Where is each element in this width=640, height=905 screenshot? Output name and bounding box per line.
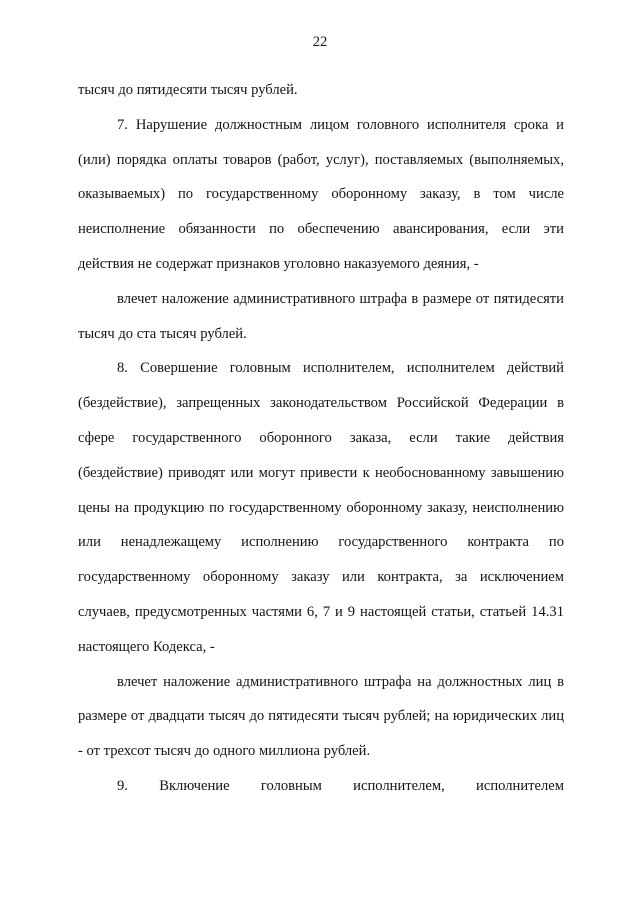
page-number: 22	[312, 34, 328, 50]
document-body	[78, 73, 564, 804]
paragraph-penalty-7: влечет наложение административного штрафа в размере от пятидесяти тысяч до ста тысяч рублей.	[78, 290, 564, 342]
paragraph-item-8: 8. Совершение головным исполнителем, исполнителем действий (бездействие), запрещенных законодательством Российской Федерации в сфере государственного оборонного заказа, если такие действия (бездействие) приводят или могут привести к необоснованному завышению цены на продукцию по государственному оборонному заказу, неисполнению или ненадлежащему исполнению государственного контракта по государственному оборонному заказу или контракта, за исключением случаев, предусмотренных частями 6, 7 и 9 настоящей статьи, статьей 14.31 настоящего Кодекса, -	[78, 360, 564, 655]
paragraph-item-9: 9. Включение головным исполнителем, исполнителем	[117, 777, 564, 794]
paragraph-continuation: тысяч до пятидесяти тысяч рублей.	[78, 82, 298, 98]
paragraph-penalty-8: влечет наложение административного штрафа на должностных лиц в размере от двадцати тысяч до пятидесяти тысяч рублей; на юридических лиц - от трехсот тысяч до одного миллиона рублей.	[78, 673, 564, 760]
paragraph-item-7: 7. Нарушение должностным лицом головного исполнителя срока и (или) порядка оплаты товаров (работ, услуг), поставляемых (выполняемых, оказываемых) по государственному оборонному заказу, в том числе неисполнение обязанности по обеспечению авансирования, если эти действия не содержат признаков уголовно наказуемого деяния, -	[78, 116, 564, 272]
